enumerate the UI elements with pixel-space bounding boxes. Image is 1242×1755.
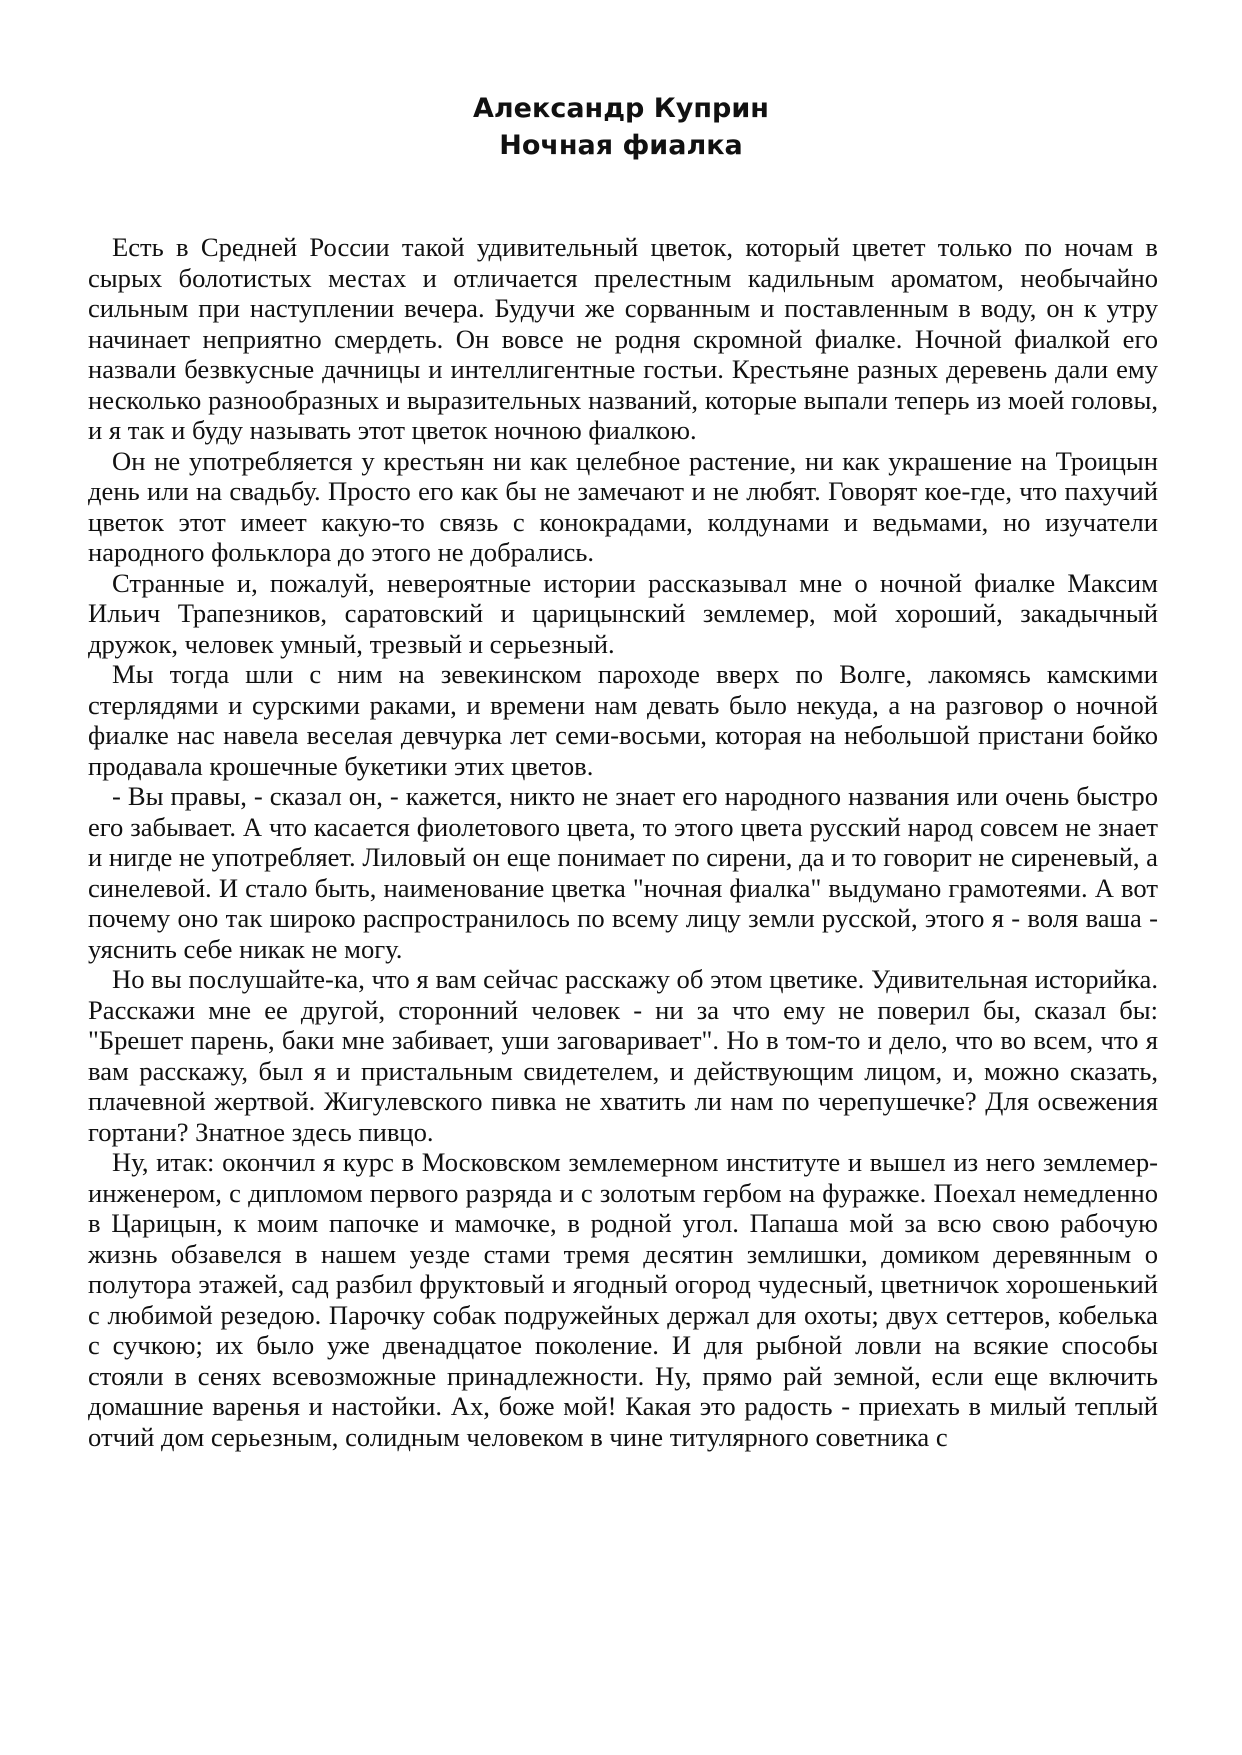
paragraph-3: Странные и, пожалуй, невероятные истории рассказывал мне о ночной фиалке Максим Ильич Трапезников, саратовский и царицынский землемер, мой хороший, закадычный дружок, человек умный, трезвый и серьезный. xyxy=(88,567,1158,659)
paragraph-7: Ну, итак: окончил я курс в Московском землемерном институте и вышел из него землемер-инженером, с дипломом первого разряда и с золотым гербом на фуражке. Поехал немедленно в Царицын, к моим папочке и мамочке, в родной угол. Папаша мой за всю свою рабочую жизнь обзавелся в нашем уезде стами тремя десятин землишки, домиком деревянным о полутора этажей, сад разбил фруктовый и ягодный огород чудесный, цветничок хорошенький с любимой резедою. Парочку собак подружейных держал для охоты; двух сеттеров, кобелька с сучкою; их было уже двенадцатое поколение. И для рыбной ловли на всякие способы стояли в сенях всевозможные принадлежности. Ну, прямо рай земной, если еще включить домашние варенья и настойки. Ах, боже мой! Какая это радость - приехать в милый теплый отчий дом серьезным, солидным человеком в чине титулярного советника с xyxy=(88,1147,1158,1452)
story-body xyxy=(88,232,1158,1452)
paragraph-5: - Вы правы, - сказал он, - кажется, никто не знает его народного названия или очень быстро его забывает. А что касается фиолетового цвета, то этого цвета русский народ совсем не знает и нигде не употребляет. Лиловый он еще понимает по сирени, да и то говорит не сиреневый, а синелевой. И стало быть, наименование цветка "ночная фиалка" выдумано грамотеями. А вот почему оно так широко распространилось по всему лицу земли русской, этого я - воля ваша - уяснить себе никак не могу. xyxy=(88,781,1158,964)
paragraph-2: Он не употребляется у крестьян ни как целебное растение, ни как украшение на Троицын день или на свадьбу. Просто его как бы не замечают и не любят. Говорят кое-где, что пахучий цветок этот имеет какую-то связь с конокрадами, колдунами и ведьмами, но изучатели народного фольклора до этого не добрались. xyxy=(88,445,1158,567)
story-title: Ночная фиалка xyxy=(499,130,743,161)
author-name: Александр Куприн xyxy=(473,93,769,124)
title-block xyxy=(0,90,1242,164)
paragraph-6: Но вы послушайте-ка, что я вам сейчас расскажу об этом цветике. Удивительная историйка. Расскажи мне ее другой, сторонний человек - ни за что ему не поверил бы, сказал бы: "Брешет парень, баки мне забивает, уши заговаривает". Но в том-то и дело, что во всем, что я вам расскажу, был я и пристальным свидетелем, и действующим лицом, и, можно сказать, плачевной жертвой. Жигулевского пивка не хватить ли нам по черепушечке? Для освежения гортани? Знатное здесь пивцо. xyxy=(88,964,1158,1147)
paragraph-4: Мы тогда шли с ним на зевекинском пароходе вверх по Волге, лакомясь камскими стерлядями и сурскими раками, и времени нам девать было некуда, а на разговор о ночной фиалке нас навела веселая девчурка лет семи-восьми, которая на небольшой пристани бойко продавала крошечные букетики этих цветов. xyxy=(88,659,1158,781)
paragraph-1: Есть в Средней России такой удивительный цветок, который цветет только по ночам в сырых болотистых местах и отличается прелестным кадильным ароматом, необычайно сильным при наступлении вечера. Будучи же сорванным и поставленным в воду, он к утру начинает неприятно смердеть. Он вовсе не родня скромной фиалке. Ночной фиалкой его назвали безвкусные дачницы и интеллигентные гостьи. Крестьяне разных деревень дали ему несколько разнообразных и выразительных названий, которые выпали теперь из моей головы, и я так и буду называть этот цветок ночною фиалкою. xyxy=(88,232,1158,445)
